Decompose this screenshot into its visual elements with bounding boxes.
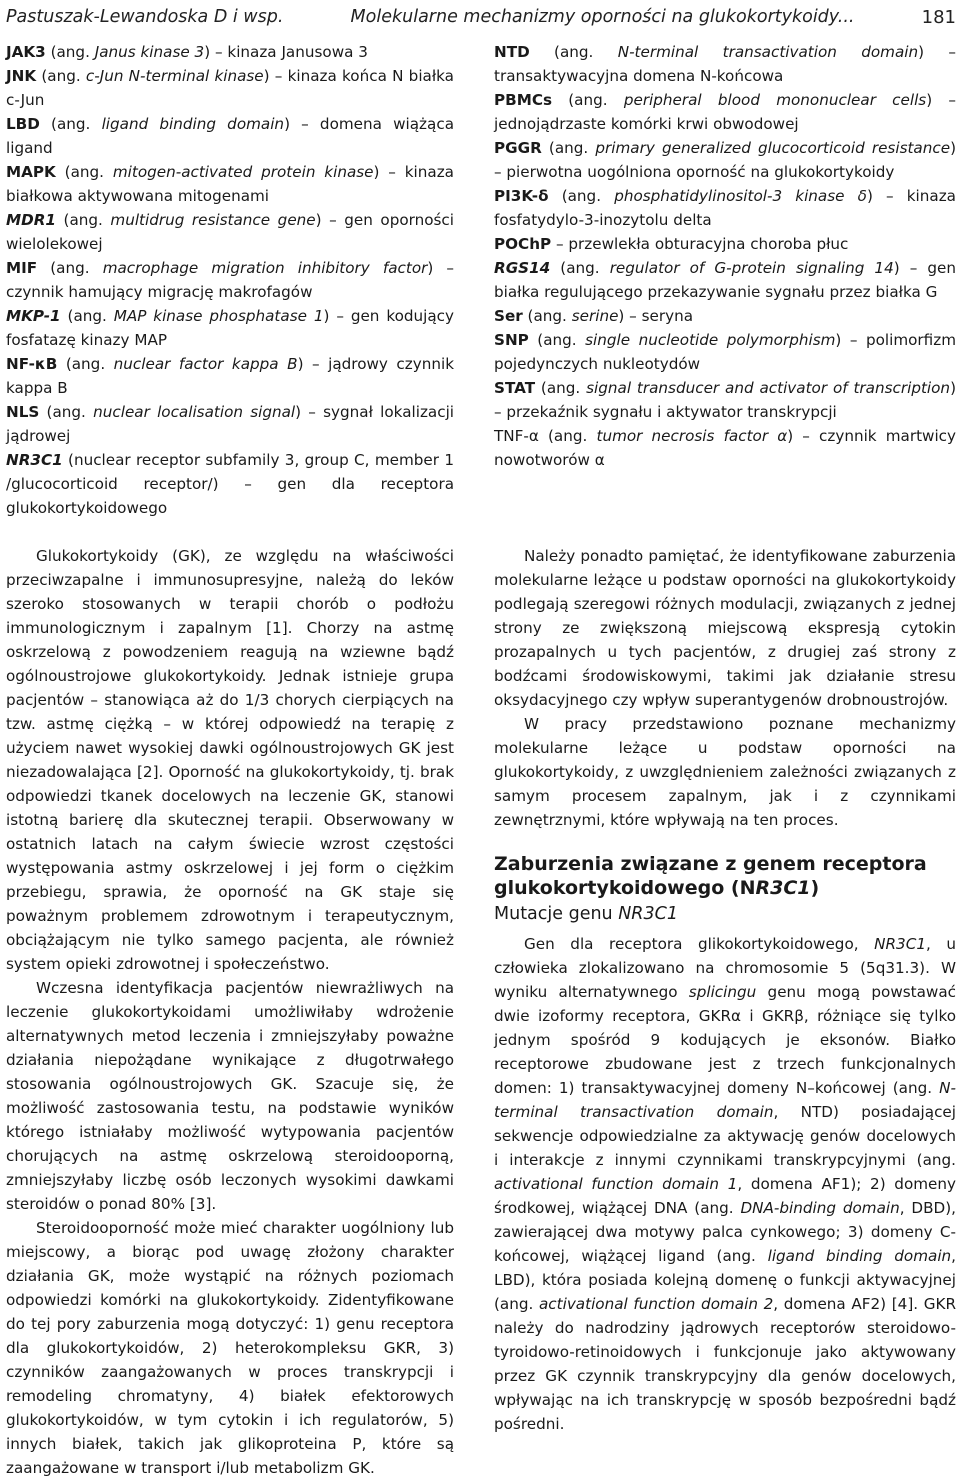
abbreviation-text: (ang.: [538, 427, 597, 445]
abbreviation-english: multidrug resistance gene: [110, 211, 316, 229]
subsection-heading: [494, 902, 956, 926]
abbreviation-term: MIF: [6, 259, 38, 277]
abbreviation-text: (nuclear receptor subfamily 3, group C, member 1 /glucocorticoid receptor/) – gen dla receptora glukokortykoidowego: [6, 451, 454, 517]
abbreviation-entry: [494, 136, 956, 184]
abbreviation-definition: ) – sygnał lokalizacji jądrowej: [6, 403, 455, 445]
italic-term: activational function domain 2: [538, 1295, 774, 1313]
abbreviation-english: c-Jun N-terminal kinase: [85, 67, 264, 85]
abbreviation-entry: [494, 328, 956, 376]
abbreviation-definition: ) – seryna: [618, 307, 694, 325]
body-column-left: [6, 544, 454, 1480]
abbreviation-text: – przewlekła obturacyjna choroba płuc: [551, 235, 849, 253]
abbreviation-english: primary generalized glucocorticoid resistance: [595, 139, 951, 157]
abbreviation-english: single nucleotide polymorphism: [585, 331, 836, 349]
paragraph-text: Gen dla receptora glikokortykoidowego,: [524, 935, 875, 953]
abbreviation-entry: [6, 304, 454, 352]
abbreviation-definition: ) – jądrowy czynnik kappa B: [6, 355, 454, 397]
abbreviation-text: (ang.: [552, 91, 624, 109]
abbreviation-text: (ang.: [550, 259, 610, 277]
abbreviation-term: NTD: [494, 43, 530, 61]
abbreviation-term: Ser: [494, 307, 523, 325]
abbreviation-text: (ang.: [55, 211, 111, 229]
abbreviation-english: phosphatidylinositol-3 kinase δ: [614, 187, 867, 205]
abbreviation-entry: [6, 256, 454, 304]
running-header: [6, 0, 956, 34]
abbreviation-english: ligand binding domain: [101, 115, 285, 133]
abbreviation-entry: [494, 40, 956, 88]
abbreviation-definition: ) – kinaza końca N białka c-Jun: [6, 67, 454, 109]
italic-term: splicingu: [688, 983, 757, 1001]
abbreviation-term: LBD: [6, 115, 40, 133]
abbreviation-text: (ang.: [529, 43, 618, 61]
abbreviation-text: (ang.: [528, 331, 586, 349]
abbreviation-english: mitogen-activated protein kinase: [112, 163, 374, 181]
abbreviation-entry: [6, 160, 454, 208]
abbreviation-english: signal transducer and activator of transcription: [586, 379, 951, 397]
italic-term: activational function domain 1: [494, 1175, 738, 1193]
abbreviation-term: SNP: [494, 331, 529, 349]
abbreviation-term: POChP: [494, 235, 552, 253]
italic-term: DNA-binding domain: [740, 1199, 900, 1217]
abbreviation-text: (ang.: [522, 307, 572, 325]
body-paragraph: Należy ponadto pamiętać, że identyfikowane zaburzenia molekularne leżące u podstaw oporności na glukokortykoidy podlegają szeregowi różnych modulacji, związanych z jednej strony ze zwiększoną miejscową ekspresją cytokin prozapalnych u tych pacjentów, z drugiej zaś strony z bodźcami środowiskowymi, takimi jak działanie stresu oksydacyjnego czy wpływ superantygenów drobnoustrojów.: [494, 547, 956, 709]
abbreviation-entry: [494, 304, 956, 328]
section-heading-gene: R3C1: [755, 877, 811, 899]
abbreviation-entry: [6, 64, 454, 112]
abbreviation-text: (ang.: [535, 379, 587, 397]
body-paragraph: Glukokortykoidy (GK), ze względu na właściwości przeciwzapalne i immunosupresyjne, należą do leków szeroko stosowanych w terapii chorób o podłożu immunologicznym i zapalnym [1]. Chorzy na astmę oskrzelową z powodzeniem reagują na wziewne bądź ogólnoustrojowe glukokortykoidy. Jednak istnieje grupa pacjentów – stanowiąca aż do 1/3 chorych cierpiących na tzw. astmę ciężką – w której odpowiedź na terapię z użyciem nawet wysokiej dawki ogólnoustrojowych GK jest niezadowalająca [2]. Oporność na glukokortykoidy, tj. brak odpowiedzi tkanek docelowych na leczenie GK, stanowi istotną barierę dla skutecznej terapii. Obserwowany w ostatnich latach na całym świecie wzrost częstości występowania astmy oskrzelowej i jej form o ciężkim przebiegu, sprawia, że oporność na GK staje się poważnym problemem zdrowotnym i terapeutycznym, obciążającym nie tylko samego pacjenta, ale również system opieki zdrowotnej i społeczeństwo.: [6, 547, 454, 973]
abbreviation-definition: ) – kinaza fosfatydylo-3-inozytolu delta: [494, 187, 956, 229]
body-column-right: [494, 544, 956, 1436]
abbreviation-entry: [6, 400, 454, 448]
paragraph-text: , NTD) posiadającej sekwencje odpowiedzialne za aktywację genów docelowych i interakcje z innymi czynnikami transkrypcyjnymi (ang.: [494, 1103, 956, 1169]
italic-term: ligand binding domain: [767, 1247, 952, 1265]
abbreviation-term: MKP-1: [6, 307, 61, 325]
header-authors: Pastuszak-Lewandoska D i wsp.: [6, 7, 284, 27]
abbreviation-list-right: [494, 40, 956, 472]
abbreviation-definition: ) – czynnik hamujący migrację makrofagów: [6, 259, 454, 301]
abbreviation-term: PGGR: [494, 139, 542, 157]
abbreviation-entry: [494, 424, 956, 472]
abbreviation-term: PI3K-δ: [494, 187, 549, 205]
abbreviation-english: N-terminal transactivation domain: [617, 43, 919, 61]
abbreviation-term: NLS: [6, 403, 40, 421]
abbreviation-entry: [6, 40, 454, 64]
abbreviation-english: MAP kinase phosphatase 1: [113, 307, 324, 325]
abbreviation-definition: ) – czynnik martwicy nowotworów α: [494, 427, 957, 469]
abbreviation-entry: [494, 232, 956, 256]
body-paragraph: Steroidooporność może mieć charakter uogólniony lub miejscowy, a biorąc pod uwagę złożony charakter działania GK, może wystąpić na różnych poziomach odpowiedzi komórki na glukokortykoidy. Zidentyfikowane do tej pory zaburzenia mogą dotyczyć: 1) genu receptora dla glukokortykoidów, 2) heterokompleksu GKR, 3) czynników zaangażowanych w proces transkrypcji i remodeling chromatyny, 4) białek efektorowych glukokortykoidów, w tym cytokin i ich regulatorów, 5) innych białek, takich jak glikoproteina P, które są zaangażowane w transport i/lub metabolizm GK.: [6, 1219, 454, 1477]
subsection-heading-part: Mutacje genu: [494, 904, 619, 924]
body-paragraph: [494, 932, 956, 1436]
abbreviation-term: JAK3: [6, 43, 46, 61]
paragraph-text: , DBD), zawierającej dwa motywy palca cynkowego; 3) domeny C-końcowej, wiążącej ligand (ang.: [494, 1199, 956, 1265]
abbreviation-list-left: [6, 40, 454, 520]
abbreviation-text: (ang.: [55, 163, 113, 181]
abbreviation-english: peripheral blood mononuclear cells: [623, 91, 927, 109]
paragraph-text: , u człowieka zlokalizowano na chromosomie 5 (5q31.3). W wyniku alternatywnego: [494, 935, 957, 1001]
abbreviation-text: (ang.: [541, 139, 596, 157]
abbreviation-entry: [6, 352, 454, 400]
abbreviation-text: (ang.: [39, 115, 102, 133]
abbreviation-text: (ang.: [57, 355, 114, 373]
paragraph-text: , domena AF2) [4]. GKR należy do nadrodziny jądrowych receptorów steroidowo-tyroidowo-retinoidowych i funkcjonuje jako aktywowany przez GK czynnik transkrypcyjny dla genów docelowych, wpływając na ich transkrypcję w sposób bezpośredni bądź pośredni.: [494, 1295, 956, 1433]
abbreviation-english: macrophage migration inhibitory factor: [102, 259, 428, 277]
abbreviation-term: STAT: [494, 379, 536, 397]
abbreviation-text: (ang.: [548, 187, 615, 205]
abbreviation-text: (ang.: [36, 67, 86, 85]
abbreviation-text: (ang.: [60, 307, 114, 325]
abbreviation-english: nuclear localisation signal: [93, 403, 296, 421]
abbreviation-term: JNK: [6, 67, 37, 85]
abbreviation-text: (ang.: [37, 259, 103, 277]
page-number: 181: [921, 6, 956, 28]
paragraph-text: , domena AF1); 2) domeny środkowej, wiążącej DNA (ang.: [494, 1175, 956, 1217]
section-heading: [494, 852, 956, 900]
abbreviation-english: nuclear factor kappa B: [113, 355, 298, 373]
abbreviation-english: tumor necrosis factor α: [596, 427, 788, 445]
abbreviation-definition: ) – jednojądrzaste komórki krwi obwodowej: [494, 91, 956, 133]
abbreviation-definition: ) – kinaza Janusowa 3: [204, 43, 368, 61]
italic-term: NR3C1: [874, 935, 926, 953]
abbreviation-term: RGS14: [494, 259, 551, 277]
abbreviation-term: MDR1: [6, 211, 56, 229]
abbreviation-term: PBMCs: [494, 91, 553, 109]
abbreviation-english: regulator of G-protein signaling 14: [609, 259, 894, 277]
abbreviation-definition: ) – domena wiążąca ligand: [6, 115, 454, 157]
abbreviation-entry: [494, 256, 956, 304]
subsection-heading-gene: NR3C1: [618, 904, 678, 924]
abbreviation-entry: [6, 448, 454, 520]
abbreviation-term: TNF-α: [494, 427, 539, 445]
abbreviation-english: serine: [571, 307, 619, 325]
header-title: Molekularne mechanizmy oporności na glukokortykoidy...: [350, 7, 855, 27]
abbreviation-definition: ) – gen kodujący fosfatazę kinazy MAP: [6, 307, 454, 349]
abbreviation-definition: ) – kinaza białkowa aktywowana mitogenami: [6, 163, 454, 205]
abbreviation-english: Janus kinase 3: [94, 43, 205, 61]
abbreviation-definition: ) – gen białka regulującego przekazywanie sygnału przez białka G: [494, 259, 956, 301]
abbreviation-term: MAPK: [6, 163, 56, 181]
abbreviation-definition: ) – przekaźnik sygnału i aktywator transkrypcji: [494, 379, 956, 421]
abbreviation-term: NR3C1: [6, 451, 63, 469]
abbreviation-entry: [494, 88, 956, 136]
body-paragraph: W pracy przedstawiono poznane mechanizmy molekularne leżące u podstaw oporności na glukokortykoidy, z uwzględnieniem zależności związanych z samym procesem zapalnym, jak i z czynnikami zewnętrznymi, które wpływają na ten proces.: [494, 715, 956, 829]
abbreviation-definition: ) – polimorfizm pojedynczych nukleotydów: [494, 331, 957, 373]
abbreviation-entry: [6, 208, 454, 256]
abbreviation-definition: ) – pierwotna uogólniona oporność na glukokortykoidy: [494, 139, 957, 181]
section-heading-part: ): [810, 877, 820, 899]
abbreviation-definition: ) – gen oporności wielolekowej: [6, 211, 455, 253]
abbreviation-text: (ang.: [39, 403, 94, 421]
italic-term: N-terminal transactivation domain: [494, 1079, 956, 1121]
abbreviation-term: NF-κB: [6, 355, 58, 373]
abbreviation-text: (ang.: [45, 43, 95, 61]
abbreviation-entry: [494, 184, 956, 232]
abbreviation-entry: [6, 112, 454, 160]
paragraph-text: genu mogą powstawać dwie izoformy receptora, GKRα i GKRβ, różniące się tylko jednym spośród 9 kodujących je eksonów. Białko receptorowe zbudowane jest z trzech funkcjonalnych domen: 1) transaktywacyjnej domeny N–końcowej (ang.: [494, 983, 957, 1097]
body-paragraph: Wczesna identyfikacja pacjentów niewrażliwych na leczenie glukokortykoidami umożliwiłaby wdrożenie alternatywnych metod leczenia i zmniejszyłaby poważne działania niepożądane wynikające z długotrwałego stosowania ogólnoustrojowych GK. Szacuje się, że możliwość zastosowania testu, na podstawie wyników którego istniałaby możliwość wytypowania pacjentów chorujących na astmę oskrzelową steroidooporną, zmniejszyłaby liczbę osób leczonych wysokimi dawkami steroidów o ponad 80% [3].: [6, 979, 454, 1213]
abbreviation-definition: ) – transaktywacyjna domena N-końcowa: [494, 43, 956, 85]
paragraph-text: , LBD), która posiada kolejną domenę o funkcji aktywacyjnej (ang.: [494, 1247, 956, 1313]
section-heading-part: Zaburzenia związane z genem receptora glukokortykoidowego (N: [494, 853, 927, 899]
abbreviation-entry: [494, 376, 956, 424]
